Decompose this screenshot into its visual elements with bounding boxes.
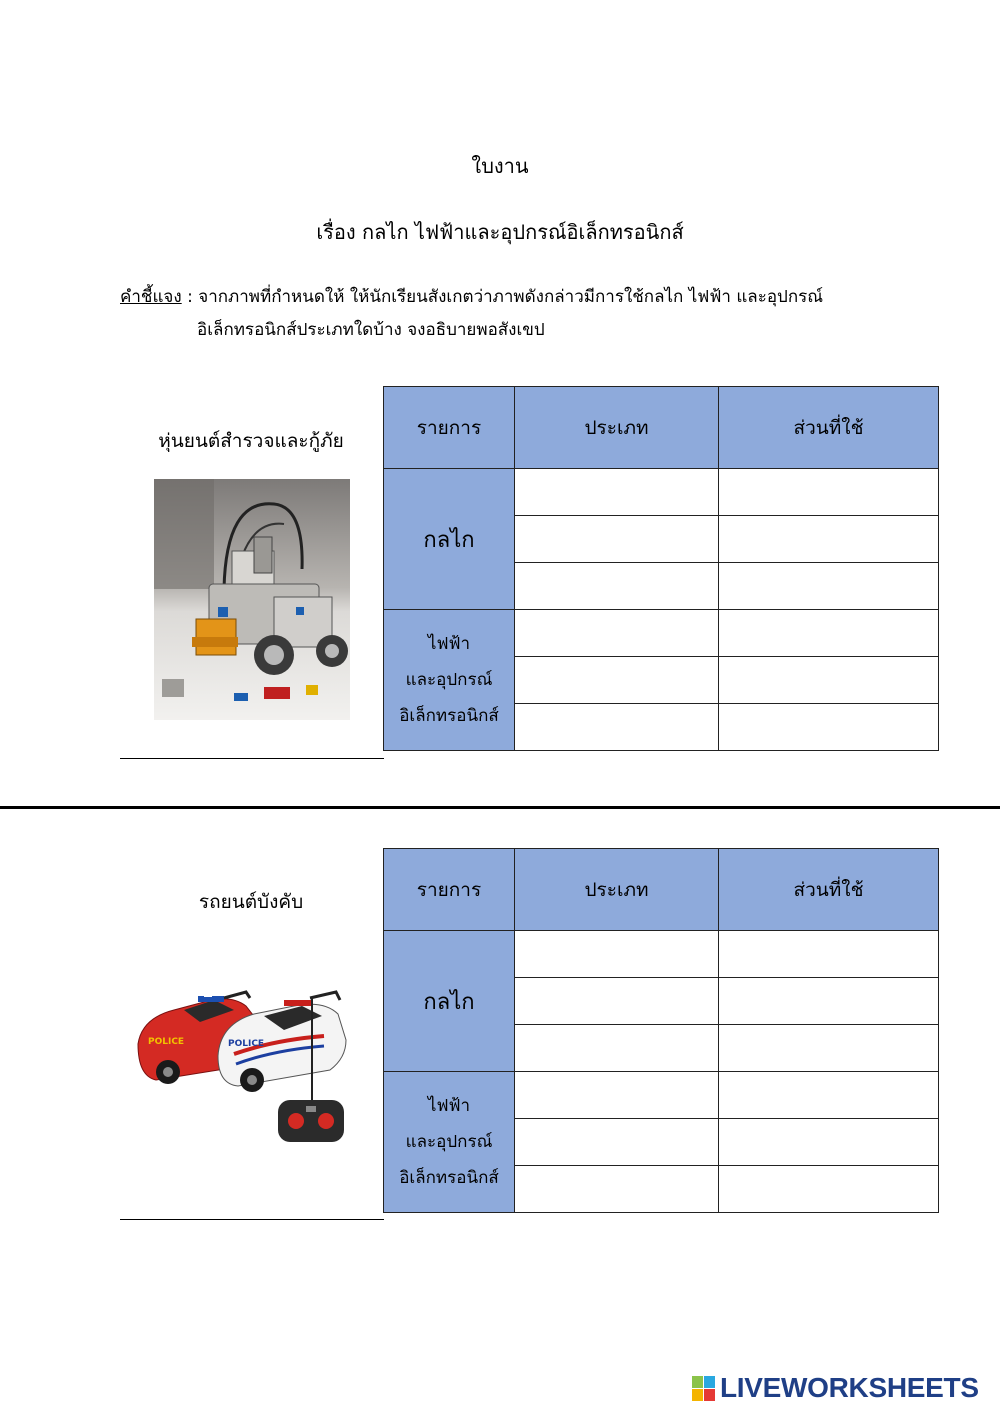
answer-cell[interactable] xyxy=(515,931,719,978)
answer-cell[interactable] xyxy=(515,610,719,657)
worksheet-title: ใบงาน xyxy=(471,154,529,178)
answer-cell[interactable] xyxy=(515,1072,719,1119)
white-car-badge: POLICE xyxy=(228,1039,265,1049)
electric-label-line: อิเล็กทรอนิกส์ xyxy=(399,1168,499,1188)
answer-cell[interactable] xyxy=(515,978,719,1025)
section-1-title: หุ่นยนต์สำรวจและกู้ภัย xyxy=(158,430,344,452)
answer-cell[interactable] xyxy=(719,563,939,610)
answer-cell[interactable] xyxy=(515,1025,719,1072)
answer-cell[interactable] xyxy=(515,469,719,516)
answer-cell[interactable] xyxy=(719,1166,939,1213)
electric-label-line: และอุปกรณ์ xyxy=(405,670,493,690)
section-2-bottom-line xyxy=(120,1219,384,1220)
row-electric-label xyxy=(384,610,515,751)
row-mechanism-label: กลไก xyxy=(384,931,515,1072)
header-type: ประเภท xyxy=(515,849,719,931)
electric-label-line: ไฟฟ้า xyxy=(427,1096,471,1116)
answer-cell[interactable] xyxy=(719,1119,939,1166)
section-2-table xyxy=(383,848,939,1213)
answer-cell[interactable] xyxy=(719,704,939,751)
section-divider xyxy=(0,806,1000,809)
header-part-used: ส่วนที่ใช้ xyxy=(719,849,939,931)
header-item: รายการ xyxy=(384,387,515,469)
liveworksheets-brand: LIVEWORKSHEETS xyxy=(720,1372,979,1403)
liveworksheets-logo-icon xyxy=(692,1376,716,1402)
answer-cell[interactable] xyxy=(719,931,939,978)
answer-cell[interactable] xyxy=(719,1072,939,1119)
electric-label-line: อิเล็กทรอนิกส์ xyxy=(399,706,499,726)
row-electric-label xyxy=(384,1072,515,1213)
instruction-line-1 xyxy=(120,283,823,310)
answer-cell[interactable] xyxy=(515,657,719,704)
rc-car-image xyxy=(134,984,348,1146)
answer-cell[interactable] xyxy=(719,1025,939,1072)
instruction-label: คำชี้แจง xyxy=(120,287,182,307)
robot-image xyxy=(154,479,350,720)
answer-cell[interactable] xyxy=(515,516,719,563)
header-part-used: ส่วนที่ใช้ xyxy=(719,387,939,469)
instruction-line-2: อิเล็กทรอนิกส์ประเภทใดบ้าง จงอธิบายพอสังเขป xyxy=(197,320,545,340)
liveworksheets-logo[interactable] xyxy=(692,1374,992,1404)
section-1-table xyxy=(383,386,939,751)
section-2-title: รถยนต์บังคับ xyxy=(198,891,304,913)
answer-cell[interactable] xyxy=(719,610,939,657)
header-type: ประเภท xyxy=(515,387,719,469)
answer-cell[interactable] xyxy=(515,704,719,751)
answer-cell[interactable] xyxy=(515,1166,719,1213)
answer-cell[interactable] xyxy=(719,516,939,563)
red-car-badge: POLICE xyxy=(148,1037,185,1047)
instruction-text-1: จากภาพที่กำหนดให้ ให้นักเรียนสังเกตว่าภาพดังกล่าวมีการใช้กลไก ไฟฟ้า และอุปกรณ์ xyxy=(198,287,824,307)
answer-cell[interactable] xyxy=(515,1119,719,1166)
worksheet-subject: เรื่อง กลไก ไฟฟ้าและอุปกรณ์อิเล็กทรอนิกส์ xyxy=(316,220,684,244)
electric-label-line: และอุปกรณ์ xyxy=(405,1132,493,1152)
answer-cell[interactable] xyxy=(719,469,939,516)
row-mechanism-label: กลไก xyxy=(384,469,515,610)
answer-cell[interactable] xyxy=(515,563,719,610)
electric-label-line: ไฟฟ้า xyxy=(427,634,471,654)
answer-cell[interactable] xyxy=(719,657,939,704)
header-item: รายการ xyxy=(384,849,515,931)
instruction-separator: : xyxy=(181,287,199,307)
answer-cell[interactable] xyxy=(719,978,939,1025)
section-1-bottom-line xyxy=(120,758,384,759)
